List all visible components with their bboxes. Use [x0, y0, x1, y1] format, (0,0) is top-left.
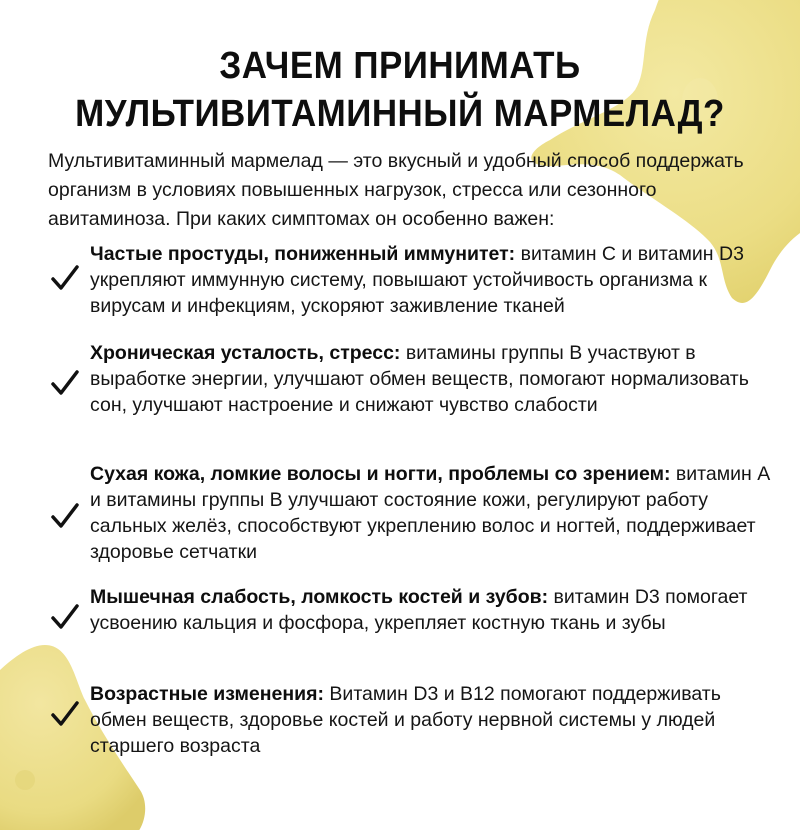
page-title [32, 42, 768, 138]
item-description: витамин A и витамины группы B улучшают состояние кожи, регулируют работу сальных желёз, способствуют укреплению волос и ногтей, поддерживает здоровье сетчатки [90, 463, 770, 563]
symptom-item-muscles-bones [50, 584, 770, 636]
checkmark-icon [50, 501, 80, 531]
item-heading: Возрастные изменения: [90, 683, 324, 705]
item-description: витамин C и витамин D3 укрепляют иммунную систему, повышают устойчивость организма к вирусам и инфекциям, ускоряют заживление тканей [90, 243, 744, 317]
item-heading: Мышечная слабость, ломкость костей и зубов: [90, 586, 549, 608]
intro-paragraph: Мультивитаминный мармелад — это вкусный и удобный способ поддержать организм в условиях повышенных нагрузок, стресса или сезонного авитаминоза. При каких симптомах он особенно важен: [48, 150, 744, 230]
checkmark-icon [50, 368, 80, 398]
symptom-item-age-changes [50, 681, 770, 759]
item-description: витамин D3 помогает усвоению кальция и фосфора, укрепляет костную ткань и зубы [90, 586, 748, 634]
item-heading: Хроническая усталость, стресс: [90, 342, 401, 364]
checkmark-icon [50, 263, 80, 293]
title-line-1: ЗАЧЕМ ПРИНИМАТЬ [219, 45, 581, 87]
symptom-item-skin-hair [50, 461, 770, 565]
checkmark-icon [50, 699, 80, 729]
item-description: витамины группы B участвуют в выработке энергии, улучшают обмен веществ, помогают нормализовать сон, улучшают настроение и снижают чувство слабости [90, 342, 749, 416]
symptom-item-immunity [50, 241, 770, 319]
item-heading: Сухая кожа, ломкие волосы и ногти, проблемы со зрением: [90, 463, 671, 485]
title-line-2: МУЛЬТИВИТАМИННЫЙ МАРМЕЛАД? [75, 93, 725, 135]
item-description: Витамин D3 и B12 помогают поддерживать обмен веществ, здоровье костей и работу нервной системы у людей старшего возраста [90, 683, 721, 757]
item-heading: Частые простуды, пониженный иммунитет: [90, 243, 516, 265]
checkmark-icon [50, 602, 80, 632]
symptom-item-fatigue [50, 340, 770, 418]
